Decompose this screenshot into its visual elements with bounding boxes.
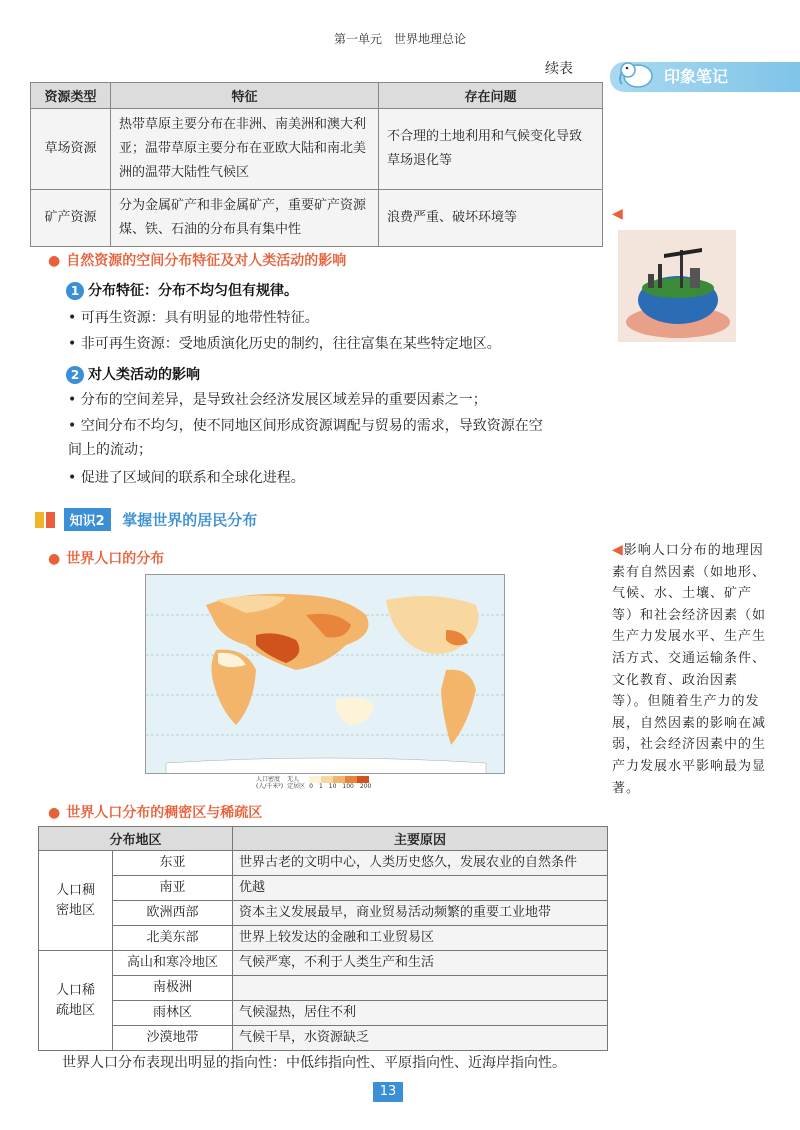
leaf-bullet-icon: ● bbox=[48, 551, 61, 567]
world-population-map bbox=[145, 574, 505, 774]
legend-tick: 10 bbox=[328, 783, 337, 790]
legend-none: 无人 bbox=[287, 776, 300, 783]
arrow-left-icon: ◀ bbox=[612, 206, 623, 222]
leaf-bullet-icon: ● bbox=[48, 805, 61, 821]
body-text: • 分布的空间差异，是导致社会经济发展区域差异的重要因素之一； bbox=[68, 392, 487, 408]
legend-tick: 200 bbox=[359, 783, 372, 790]
table-row bbox=[39, 1026, 608, 1051]
table-row bbox=[39, 901, 608, 926]
area-cell: 东亚 bbox=[113, 851, 233, 876]
resource-type-cell: 矿产资源 bbox=[31, 190, 111, 247]
side-note bbox=[612, 540, 772, 799]
note-banner-label: 印象笔记 bbox=[664, 67, 729, 86]
area-cell: 沙漠地带 bbox=[113, 1026, 233, 1051]
table-row bbox=[39, 951, 608, 976]
subsection-title: 1 分布特征：分布不均匀但有规律。 bbox=[66, 280, 298, 300]
map-legend bbox=[256, 776, 371, 794]
book-icon bbox=[34, 509, 56, 531]
note-banner bbox=[610, 62, 800, 92]
table-row bbox=[31, 190, 603, 247]
population-table bbox=[38, 826, 608, 1051]
area-cell: 南极洲 bbox=[113, 976, 233, 1001]
legend-unit: (人/千米²) bbox=[256, 783, 284, 790]
region-cell: 人口稀 疏地区 bbox=[39, 951, 113, 1051]
area-cell: 北美东部 bbox=[113, 926, 233, 951]
side-note-text: 影响人口分布的地理因素有自然因素（如地形、气候、水、土壤、矿产等）和社会经济因素（如生产力发展水平、生产生活方式、交通运输条件、文化教育、政治因素等）。但随着生产力的发展，自然因素的影响在减弱，社会经济因素中的生产力发展水平影响最为显著。 bbox=[612, 543, 767, 796]
section-title: ● 自然资源的空间分布特征及对人类活动的影响 bbox=[48, 253, 347, 269]
resource-table bbox=[30, 82, 603, 247]
body-text: • 非可再生资源：受地质演化历史的制约，往往富集在某些特定地区。 bbox=[68, 336, 501, 352]
reason-cell bbox=[233, 976, 608, 1001]
legend-tick: 100 bbox=[342, 783, 354, 790]
oil-pump-photo bbox=[618, 230, 736, 342]
reason-cell: 气候干旱，水资源缺乏 bbox=[233, 1026, 608, 1051]
number-badge: 2 bbox=[66, 366, 84, 384]
legend-swatch bbox=[333, 776, 345, 783]
reason-cell: 优越 bbox=[233, 876, 608, 901]
page-number: 13 bbox=[373, 1082, 403, 1102]
table-header: 存在问题 bbox=[379, 83, 603, 109]
reason-cell: 世界上较发达的金融和工业贸易区 bbox=[233, 926, 608, 951]
section-title: ● 世界人口的分布 bbox=[48, 551, 165, 567]
legend-swatch bbox=[309, 776, 321, 783]
legend-label: 人口密度 bbox=[256, 776, 281, 783]
body-text: • 促进了区域间的联系和全球化进程。 bbox=[68, 470, 305, 486]
section-title: ● 世界人口分布的稠密区与稀疏区 bbox=[48, 805, 263, 821]
legend-tick: 1 bbox=[318, 783, 323, 790]
table-row bbox=[39, 876, 608, 901]
knowledge-tag: 知识2 bbox=[64, 508, 111, 531]
problem-cell: 浪费严重、破坏环境等 bbox=[379, 190, 603, 247]
summary-text: 世界人口分布表现出明显的指向性：中低纬指向性、平原指向性、近海岸指向性。 bbox=[62, 1055, 566, 1071]
continued-label: 续表 bbox=[545, 61, 573, 77]
table-row bbox=[39, 926, 608, 951]
resource-type-cell: 草场资源 bbox=[31, 109, 111, 190]
table-row bbox=[39, 976, 608, 1001]
table-row bbox=[39, 851, 608, 876]
body-text: • 可再生资源：具有明显的地带性特征。 bbox=[68, 310, 319, 326]
table-header: 资源类型 bbox=[31, 83, 111, 109]
table-row bbox=[31, 109, 603, 190]
elephant-icon bbox=[616, 56, 656, 90]
problem-cell: 不合理的土地利用和气候变化导致草场退化等 bbox=[379, 109, 603, 190]
reason-cell: 气候湿热，居住不利 bbox=[233, 1001, 608, 1026]
page-header: 第一单元 世界地理总论 bbox=[333, 32, 466, 46]
area-cell: 雨林区 bbox=[113, 1001, 233, 1026]
area-cell: 欧洲西部 bbox=[113, 901, 233, 926]
number-badge: 1 bbox=[66, 282, 84, 300]
reason-cell: 世界古老的文明中心，人类历史悠久，发展农业的自然条件 bbox=[233, 851, 608, 876]
table-header: 特征 bbox=[111, 83, 379, 109]
subsection-title: 2 对人类活动的影响 bbox=[66, 364, 200, 384]
body-text: 间上的流动； bbox=[68, 442, 152, 458]
legend-swatch bbox=[357, 776, 369, 783]
area-cell: 高山和寒冷地区 bbox=[113, 951, 233, 976]
reason-cell: 资本主义发展最早，商业贸易活动频繁的重要工业地带 bbox=[233, 901, 608, 926]
reason-cell: 气候严寒，不利于人类生产和生活 bbox=[233, 951, 608, 976]
legend-area: 定居区 bbox=[287, 783, 306, 790]
region-cell: 人口稠 密地区 bbox=[39, 851, 113, 951]
table-row bbox=[39, 1001, 608, 1026]
legend-tick: 0 bbox=[309, 783, 313, 790]
legend-swatch bbox=[321, 776, 333, 783]
knowledge-title: 掌握世界的居民分布 bbox=[122, 511, 258, 529]
area-cell: 南亚 bbox=[113, 876, 233, 901]
arrow-left-icon: ◀ bbox=[612, 542, 624, 558]
table-header: 分布地区 bbox=[39, 827, 233, 851]
table-header: 主要原因 bbox=[233, 827, 608, 851]
leaf-bullet-icon: ● bbox=[48, 253, 61, 269]
knowledge-heading bbox=[34, 508, 257, 534]
body-text: • 空间分布不均匀，使不同地区间形成资源调配与贸易的需求，导致资源在空 bbox=[68, 418, 543, 434]
feature-cell: 热带草原主要分布在非洲、南美洲和澳大利亚；温带草原主要分布在亚欧大陆和南北美洲的温带大陆性气候区 bbox=[111, 109, 379, 190]
legend-swatch bbox=[345, 776, 357, 783]
feature-cell: 分为金属矿产和非金属矿产，重要矿产资源煤、铁、石油的分布具有集中性 bbox=[111, 190, 379, 247]
